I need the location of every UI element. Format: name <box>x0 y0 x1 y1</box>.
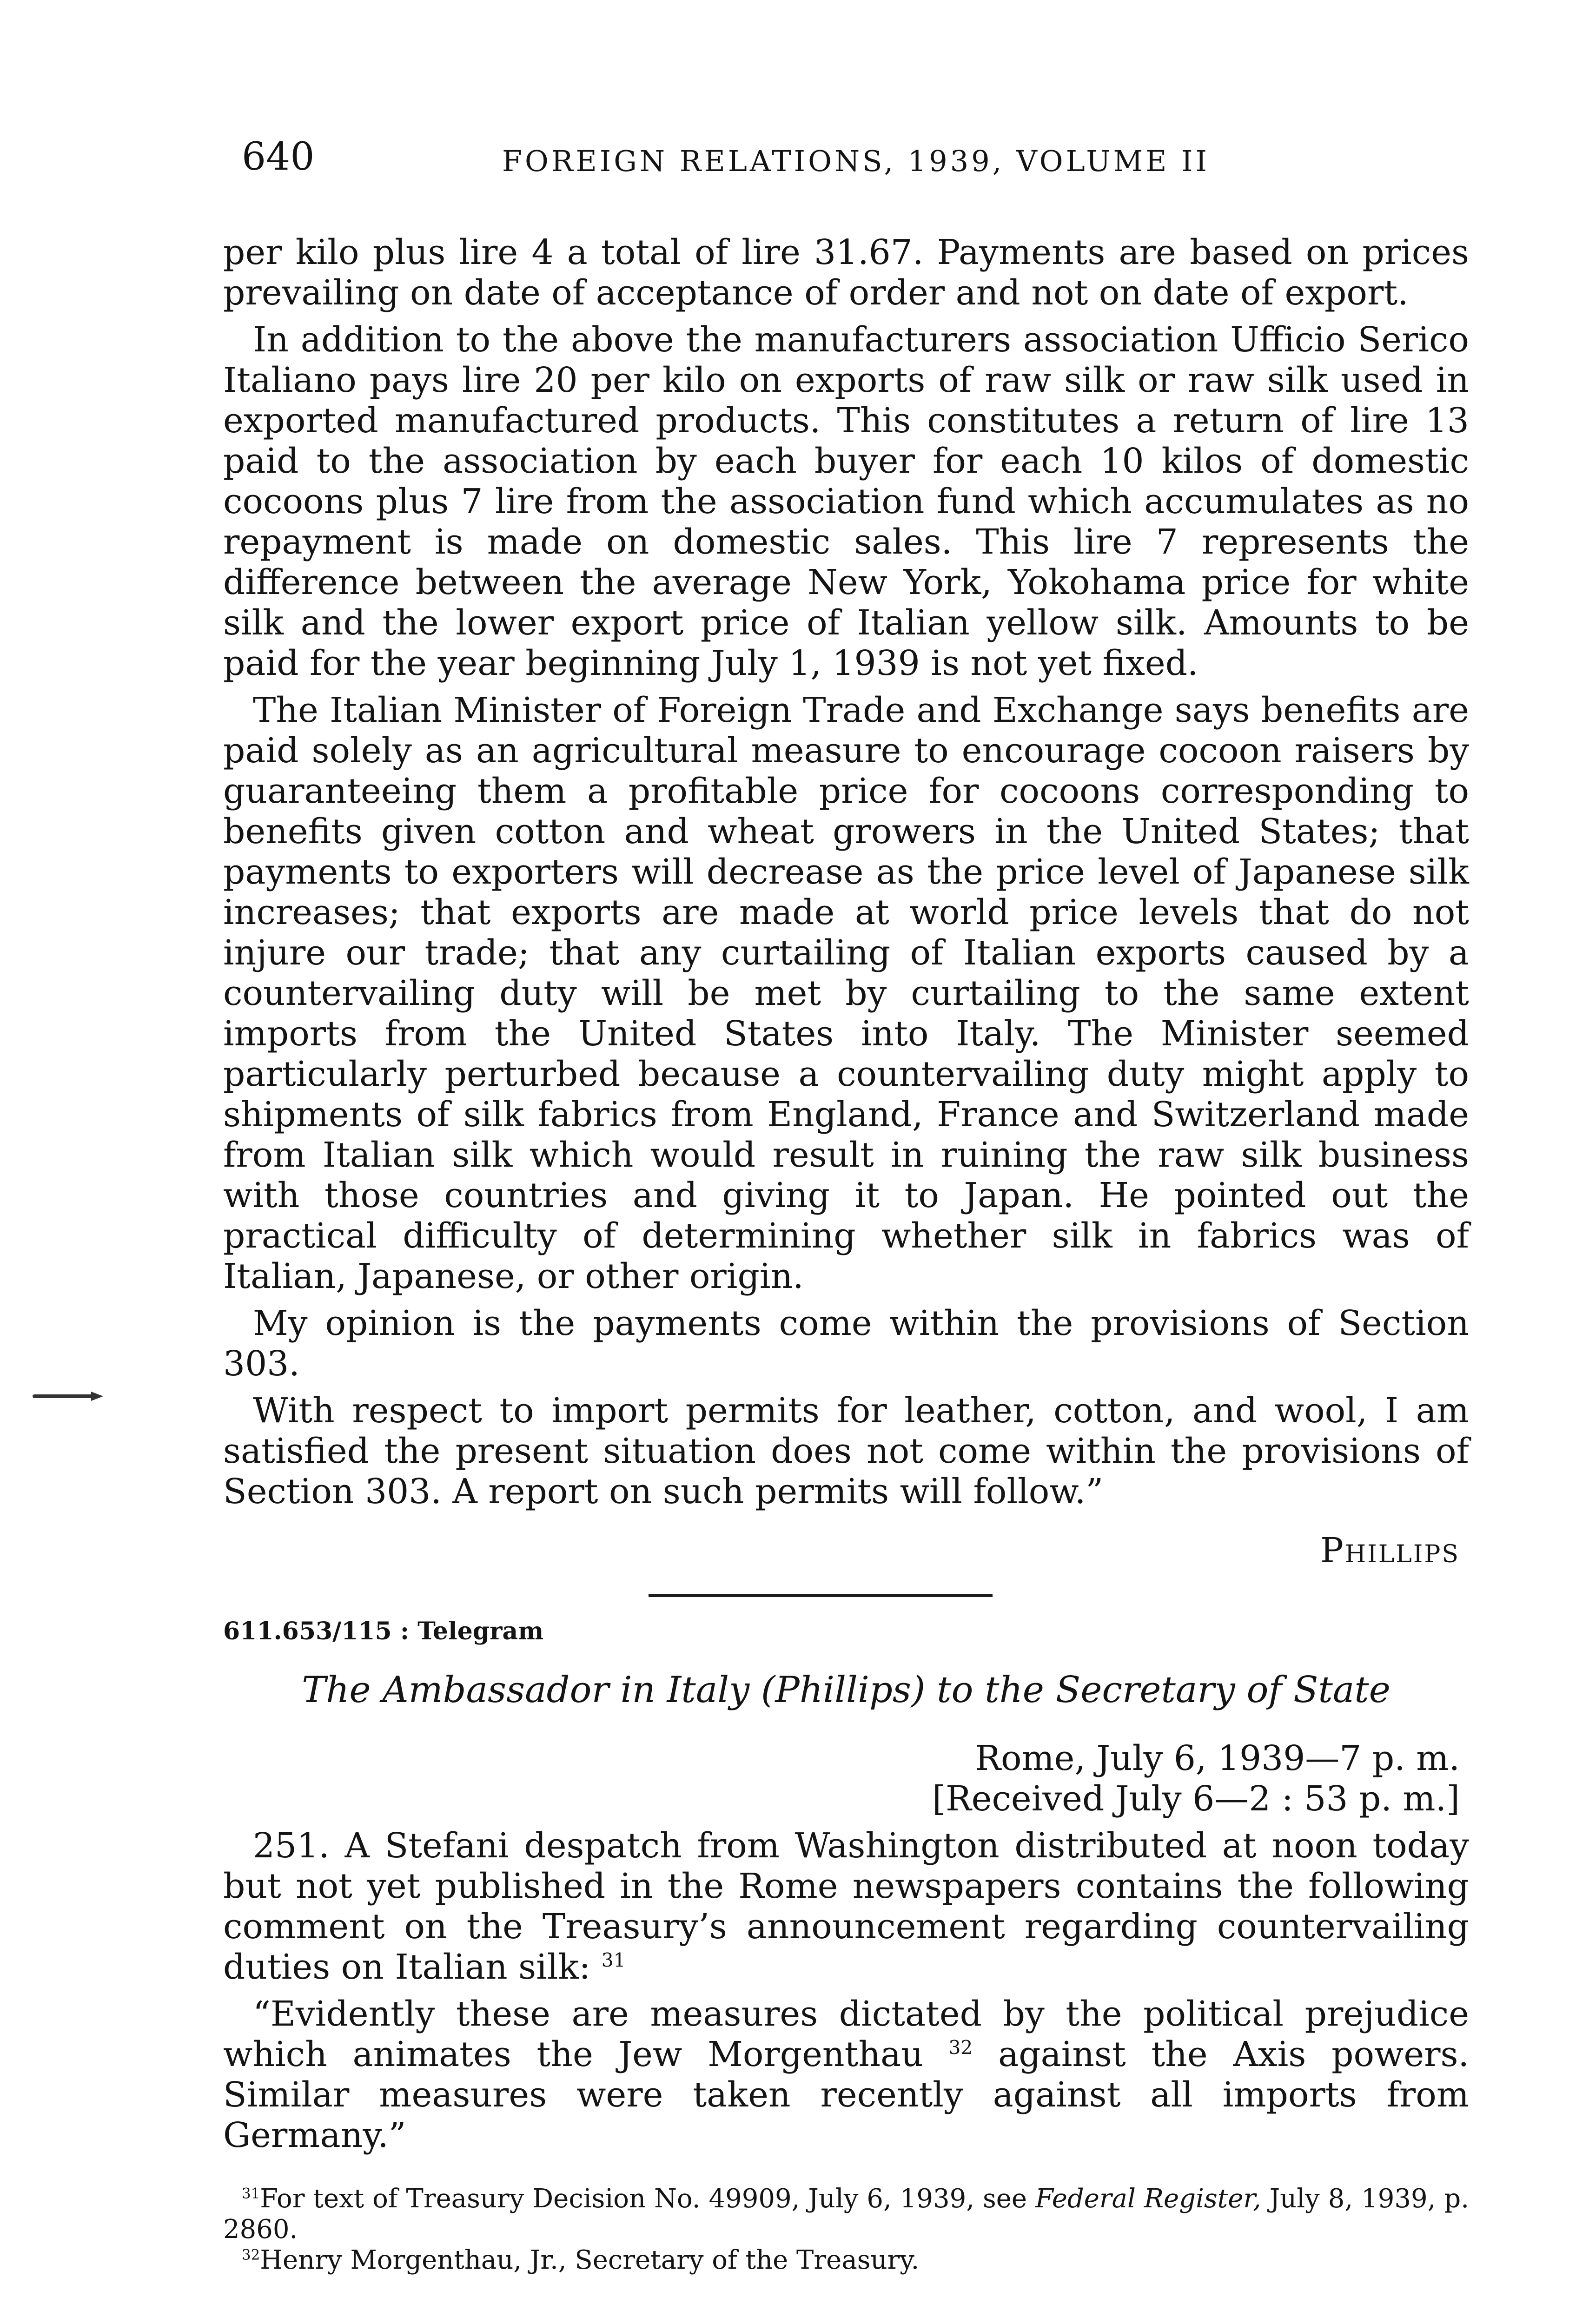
page-body <box>223 232 1469 2276</box>
footnote-text: July 8, 1939, p. 2860. <box>223 2184 1469 2245</box>
dateline: Rome, July 6, 1939—7 p. m. <box>975 1738 1460 1778</box>
section-divider <box>649 1594 993 1597</box>
page-header <box>242 135 1357 205</box>
received-line: [Received July 6—2 : 53 p. m.] <box>932 1779 1460 1819</box>
paragraph: My opinion is the payments come within the provisions of Section 303. <box>223 1303 1469 1384</box>
footnote-mark: 32 <box>242 2246 260 2264</box>
margin-arrow-mark <box>33 1394 93 1398</box>
document-title: The Ambassador in Italy (Phillips) to the Secretary of State <box>302 1669 1390 1711</box>
file-reference: 611.653/115 : Telegram <box>223 1617 544 1645</box>
page-number: 640 <box>242 135 315 179</box>
running-title: FOREIGN RELATIONS, 1939, VOLUME II <box>502 144 1210 178</box>
telegram-paragraph <box>223 1826 1469 1987</box>
footnote-mark: 31 <box>242 2185 260 2202</box>
paragraph: With respect to import permits for leather, cotton, and wool, I am satisfied the present situation does not come within the provisions of Section 303. A report on such permits will follow.” <box>223 1391 1469 1512</box>
footnote <box>223 2245 1469 2276</box>
paragraph: per kilo plus lire 4 a total of lire 31.67. Payments are based on prices prevailing on date of acceptance of order and not on date of export. <box>223 232 1469 313</box>
footnote-text: Henry Morgenthau, Jr., Secretary of the Treasury. <box>260 2245 920 2275</box>
quote-text-2: against the Axis powers. Similar measures were taken recently against all imports from Germany.” <box>223 2034 1469 2155</box>
footnote-italic: Federal Register, <box>1035 2184 1261 2214</box>
quote-text-1: “Evidently these are measures dictated by the political prejudice which animates the Jew Morgenthau <box>223 1994 1469 2074</box>
footnote-text: For text of Treasury Decision No. 49909, July 6, 1939, see <box>260 2184 1027 2214</box>
quoted-comment <box>223 1994 1469 2156</box>
footnote <box>223 2184 1469 2245</box>
signature: Phillips <box>1320 1531 1460 1571</box>
footnote-ref: 32 <box>948 2036 973 2059</box>
paragraph: In addition to the above the manufacturers association Ufficio Serico Italiano pays lire 20 per kilo on exports of raw silk or raw silk used in exported manufactured products. This constitutes a return of lire 13 paid to the association by each buyer for each 10 kilos of domestic cocoons plus 7 lire from the association fund which accumulates as no repayment is made on domestic sales. This lire 7 represents the difference between the average New York, Yokohama price for white silk and the lower export price of Italian yellow silk. Amounts to be paid for the year beginning July 1, 1939 is not yet fixed. <box>223 320 1469 683</box>
telegram-text: 251. A Stefani despatch from Washington distributed at noon today but not yet published in the Rome newspapers contains the following comment on the Treasury’s announcement regarding countervailing duties on Italian silk: <box>223 1826 1469 1987</box>
paragraph: The Italian Minister of Foreign Trade and Exchange says benefits are paid solely as an agricultural measure to encourage cocoon raisers by guaranteeing them a profitable price for cocoons corresponding to benefits given cotton and wheat growers in the United States; that payments to exporters will decrease as the price level of Japanese silk increases; that exports are made at world price levels that do not injure our trade; that any curtailing of Italian exports caused by a countervailing duty will be met by curtailing to the same extent imports from the United States into Italy. The Minister seemed particularly perturbed because a countervailing duty might apply to shipments of silk fabrics from England, France and Switzerland made from Italian silk which would result in ruining the raw silk business with those countries and giving it to Japan. He pointed out the practical difficulty of determining whether silk in fabrics was of Italian, Japanese, or other origin. <box>223 690 1469 1296</box>
footnotes <box>223 2184 1469 2276</box>
footnote-ref: 31 <box>601 1949 626 1972</box>
